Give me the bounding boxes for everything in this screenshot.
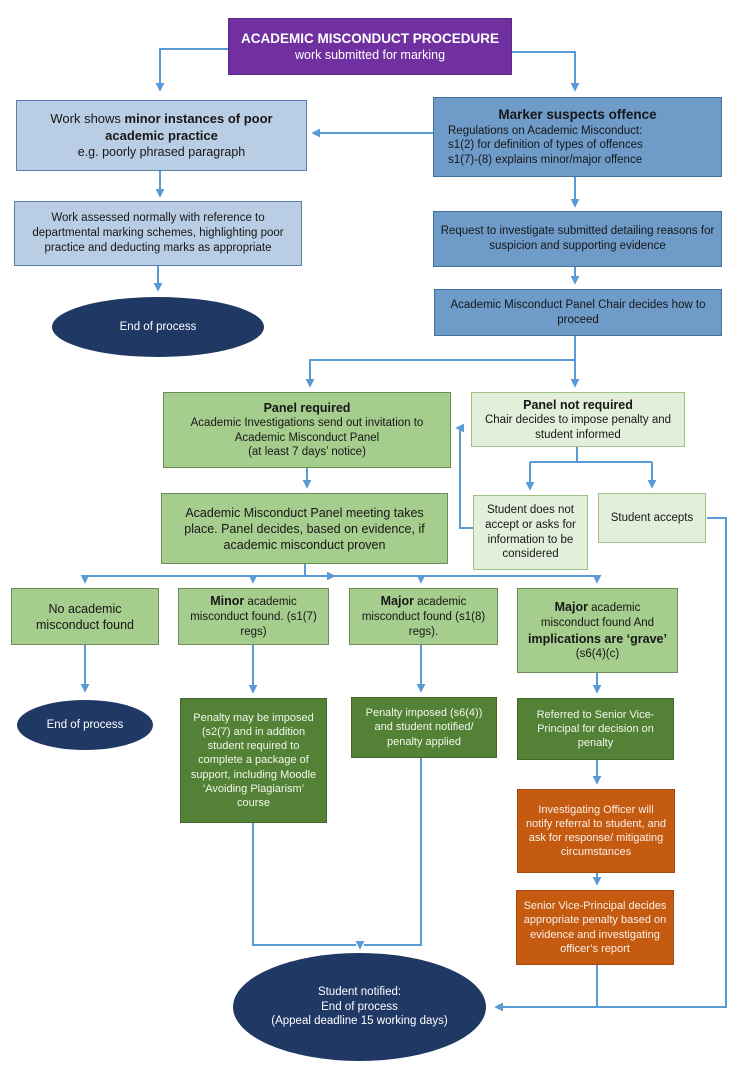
request-investigate-text: Request to investigate submitted detailing reasons for suspicion and supporting evidence (440, 225, 715, 252)
node-no-misconduct (11, 588, 159, 645)
no-misconduct-text: No academic misconduct found (36, 601, 134, 632)
node-panel-not-required (471, 392, 685, 447)
node-work-assessed (14, 201, 302, 266)
minor-found-text (185, 593, 322, 639)
node-penalty-major (351, 697, 497, 758)
panel-required-line1: Academic Investigations send out invitation to Academic Misconduct Panel (190, 416, 424, 444)
node-investigating-officer (517, 789, 675, 873)
node-svp-decides (516, 890, 674, 965)
referred-svp-text: Referred to Senior Vice-Principal for decision on penalty (536, 708, 655, 750)
major-found-text (356, 593, 491, 639)
end-process-1-text: End of process (119, 320, 197, 333)
minor-found-bold: Minor (210, 594, 245, 609)
node-referred-svp (517, 698, 674, 760)
svp-decides-text: Senior Vice-Principal decides appropriate penalty based on evidence and investigating officer’s report (523, 900, 667, 955)
major-grave-bold2: implications are ‘grave’ (528, 631, 667, 646)
student-accepts-text: Student accepts (610, 511, 694, 524)
title-line2: work submitted for marking (294, 48, 446, 63)
panel-meeting-text: Academic Misconduct Panel meeting takes place. Panel decides, based on evidence, if academic misconduct proven (184, 505, 425, 552)
marker-suspects-line1: Regulations on Academic Misconduct: (448, 124, 643, 137)
major-grave-rest: (s6(4)(c) (575, 648, 620, 661)
panel-not-required-heading: Panel not required (523, 397, 633, 412)
node-student-accepts (598, 493, 706, 543)
node-major-grave (517, 588, 678, 673)
node-major-found (349, 588, 498, 645)
node-panel-required (163, 392, 451, 468)
chair-decides-text: Academic Misconduct Panel Chair decides how to proceed (450, 298, 706, 326)
final-ellipse-line3: (Appeal deadline 15 working days) (271, 1015, 448, 1028)
minor-practice-bold: minor instances of poor academic practice (105, 110, 273, 143)
minor-found-rest: academic misconduct found. (s1(7) regs) (190, 596, 317, 638)
major-found-bold: Major (380, 594, 414, 609)
node-minor-practice (16, 100, 307, 171)
panel-required-heading: Panel required (263, 400, 351, 415)
final-ellipse-line1: Student notified: (317, 985, 402, 998)
final-ellipse-line2: End of process (321, 1000, 398, 1013)
panel-required-line2: (at least 7 days’ notice) (248, 446, 366, 459)
node-minor-found (178, 588, 329, 645)
node-panel-meeting (161, 493, 448, 564)
node-end-of-process-1 (52, 297, 264, 357)
investigating-officer-text: Investigating Officer will notify referral to student, and ask for response/ mitigating circumstances (525, 803, 667, 859)
penalty-major-text: Penalty imposed (s6(4)) and student notified/ penalty applied (365, 707, 483, 748)
student-not-accept-text: Student does not accept or asks for information to be considered (485, 504, 576, 561)
work-assessed-text: Work assessed normally with reference to departmental marking schemes, highlighting poor practice and deducting marks as appropriate (32, 212, 284, 254)
marker-suspects-line2: s1(2) for definition of types of offences (448, 139, 643, 152)
penalty-minor-text: Penalty may be imposed (s2(7) and in addition student required to complete a package of support, including Moodle ‘Avoiding Plagiarism’ course (190, 712, 317, 809)
node-end-of-process-2 (17, 700, 153, 750)
node-final-end-of-process (233, 953, 486, 1061)
node-request-investigate (433, 211, 722, 267)
panel-not-required-body: Chair decides to impose penalty and student informed (484, 413, 672, 441)
major-grave-bold1: Major (554, 600, 588, 615)
end-process-2-text: End of process (46, 718, 124, 731)
minor-practice-prefix: Work shows (50, 110, 125, 126)
node-student-not-accept (473, 495, 588, 570)
marker-suspects-line3: s1(7)-(8) explains minor/major offence (448, 153, 643, 166)
major-grave-text (524, 599, 671, 662)
node-title (228, 18, 512, 75)
node-chair-decides (434, 289, 722, 336)
minor-practice-example: e.g. poorly phrased paragraph (77, 145, 246, 160)
major-grave-mid1: academic misconduct found And (540, 602, 655, 629)
marker-suspects-heading: Marker suspects offence (498, 107, 657, 123)
node-marker-suspects (433, 97, 722, 177)
major-found-rest: academic misconduct found (s1(8) regs). (361, 596, 486, 638)
node-penalty-minor (180, 698, 327, 823)
title-line1: ACADEMIC MISCONDUCT PROCEDURE (240, 30, 499, 46)
minor-practice-text (23, 111, 300, 144)
